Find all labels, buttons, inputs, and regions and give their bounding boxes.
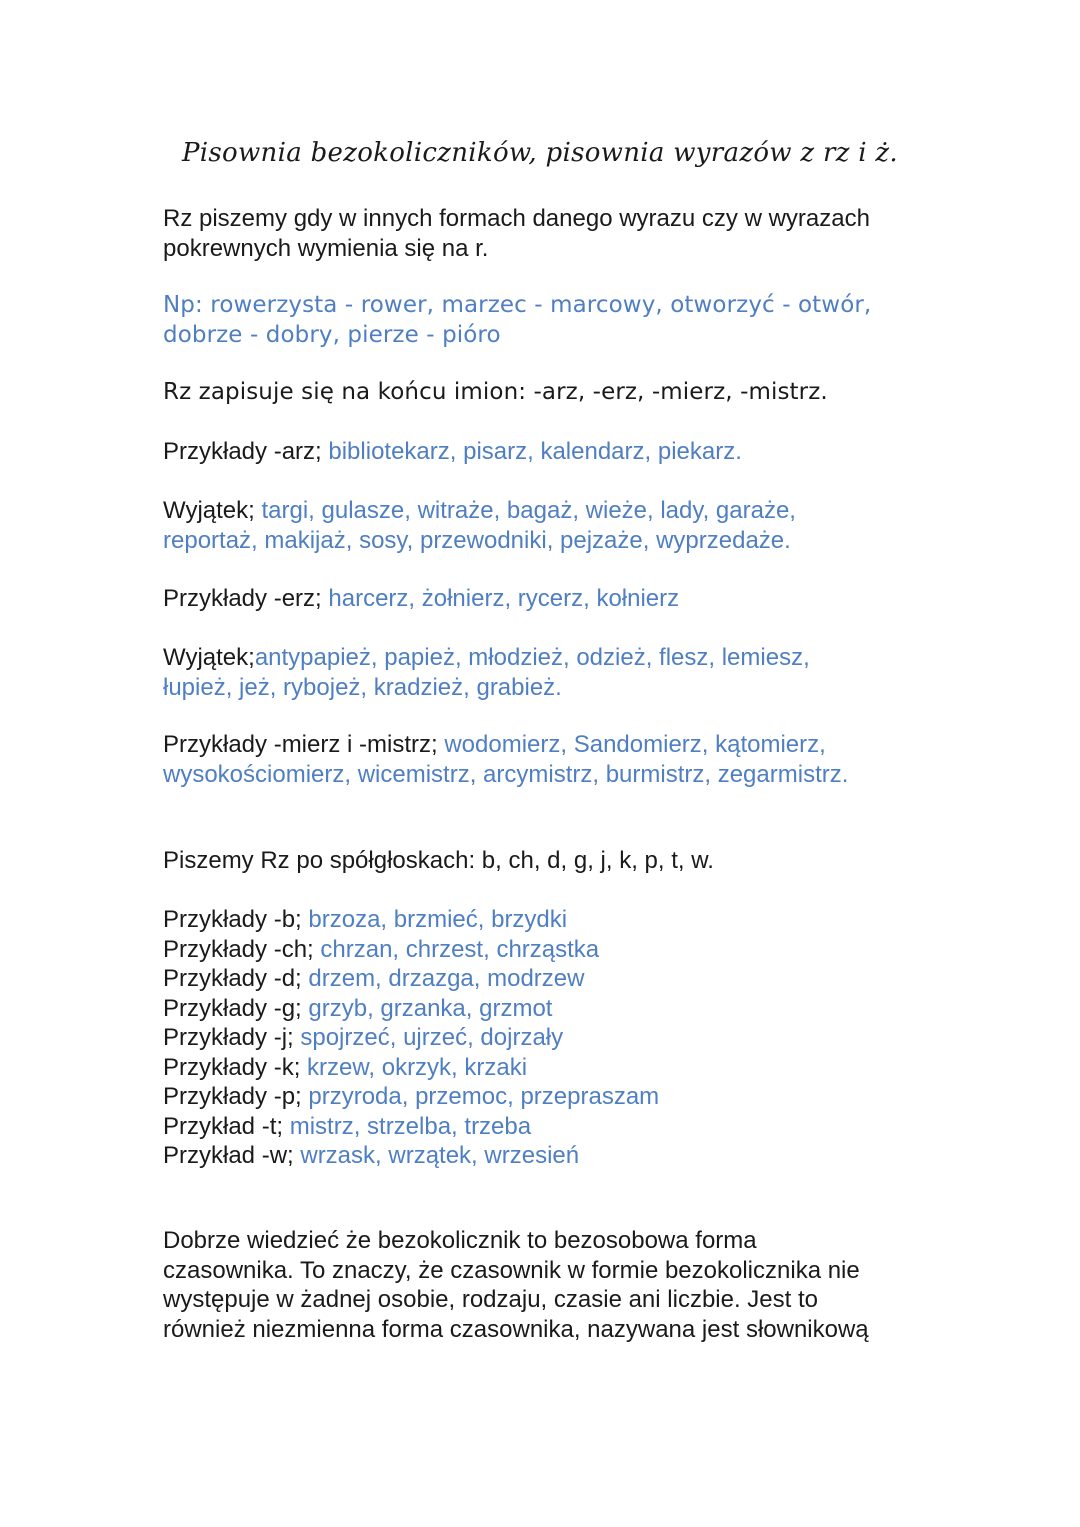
outro-line-3: występuje w żadnej osobie, rodzaju, czasie ani liczbie. Jest to bbox=[163, 1286, 819, 1313]
np-line-1: Np: rowerzysta - rower, marzec - marcowy, otworzyć - otwór, bbox=[163, 292, 872, 318]
exception2-paragraph bbox=[163, 643, 963, 702]
example-row-g bbox=[163, 994, 963, 1024]
intro-line-2: pokrewnych wymienia się na r. bbox=[163, 234, 489, 262]
mierz-line-1: wodomierz, Sandomierz, kątomierz, bbox=[444, 731, 826, 758]
exception2-line-2: łupież, jeż, rybojeż, kradzież, grabież. bbox=[163, 673, 562, 701]
example-row-t bbox=[163, 1112, 963, 1142]
exception1-line-1: targi, gulasze, witraże, bagaż, wieże, lady, garaże, bbox=[261, 497, 796, 524]
example-label: Przykłady -k; bbox=[163, 1053, 308, 1081]
intro-line-1: Rz piszemy gdy w innych formach danego wyrazu czy w wyrazach bbox=[163, 205, 870, 232]
intro-paragraph bbox=[163, 204, 963, 263]
example-words: drzem, drzazga, modrzew bbox=[308, 965, 585, 992]
page-title: Pisownia bezokoliczników, pisownia wyrazów z rz i ż. bbox=[181, 138, 898, 168]
mierz-paragraph bbox=[163, 730, 963, 789]
exception2-line-1: antypapież, papież, młodzież, odzież, flesz, lemiesz, bbox=[254, 644, 810, 671]
outro-line-2: czasownika. To znaczy, że czasownik w formie bezokolicznika nie bbox=[163, 1256, 860, 1284]
example-label: Przykłady -g; bbox=[163, 994, 309, 1022]
consonants-paragraph bbox=[163, 846, 963, 876]
example-row-k bbox=[163, 1053, 963, 1083]
example-label: Przykłady -d; bbox=[163, 965, 309, 992]
arz-paragraph bbox=[163, 437, 963, 467]
erz-label: Przykłady -erz; bbox=[163, 585, 329, 612]
example-words: chrzan, chrzest, chrząstka bbox=[320, 935, 600, 963]
erz-words: harcerz, żołnierz, rycerz, kołnierz bbox=[328, 585, 680, 612]
exception2-label: Wyjątek; bbox=[163, 644, 255, 671]
example-words: krzew, okrzyk, krzaki bbox=[307, 1053, 528, 1081]
consonant-examples-list bbox=[163, 905, 963, 1171]
arz-label: Przykłady -arz; bbox=[163, 438, 329, 465]
arz-words: bibliotekarz, pisarz, kalendarz, piekarz. bbox=[328, 438, 742, 465]
example-label: Przykład -w; bbox=[163, 1142, 301, 1169]
np-paragraph bbox=[163, 291, 963, 350]
outro-line-4: również niezmienna forma czasownika, nazywana jest słownikową bbox=[163, 1315, 869, 1343]
example-row-d bbox=[163, 964, 963, 994]
example-label: Przykłady -p; bbox=[163, 1083, 309, 1110]
example-words: przyroda, przemoc, przepraszam bbox=[308, 1083, 660, 1110]
example-words: grzyb, grzanka, grzmot bbox=[308, 994, 553, 1022]
exception1-line-2: reportaż, makijaż, sosy, przewodniki, pejzaże, wyprzedaże. bbox=[163, 526, 791, 554]
example-row-b bbox=[163, 905, 963, 935]
exception1-paragraph bbox=[163, 496, 963, 555]
endings-paragraph bbox=[163, 378, 963, 408]
example-row-j bbox=[163, 1023, 963, 1053]
mierz-label: Przykłady -mierz i -mistrz; bbox=[163, 731, 445, 758]
example-label: Przykład -t; bbox=[163, 1112, 290, 1140]
example-words: brzoza, brzmieć, brzydki bbox=[308, 906, 568, 933]
example-row-w bbox=[163, 1141, 963, 1171]
example-label: Przykłady -ch; bbox=[163, 935, 321, 963]
example-words: mistrz, strzelba, trzeba bbox=[289, 1112, 532, 1140]
outro-paragraph bbox=[163, 1226, 963, 1344]
np-line-2: dobrze - dobry, pierze - pióro bbox=[163, 321, 501, 348]
outro-line-1: Dobrze wiedzieć że bezokolicznik to bezosobowa forma bbox=[163, 1227, 757, 1254]
example-row-p bbox=[163, 1082, 963, 1112]
example-words: spojrzeć, ujrzeć, dojrzały bbox=[300, 1024, 564, 1051]
exception1-label: Wyjątek; bbox=[163, 497, 262, 524]
mierz-line-2: wysokościomierz, wicemistrz, arcymistrz, burmistrz, zegarmistrz. bbox=[163, 760, 849, 788]
example-label: Przykłady -b; bbox=[163, 906, 309, 933]
example-label: Przykłady -j; bbox=[163, 1024, 301, 1051]
example-words: wrzask, wrzątek, wrzesień bbox=[300, 1142, 580, 1169]
erz-paragraph bbox=[163, 584, 963, 614]
endings-line: Rz zapisuje się na końcu imion: -arz, -erz, -mierz, -mistrz. bbox=[163, 379, 828, 405]
example-row-ch bbox=[163, 935, 963, 965]
consonants-line: Piszemy Rz po spółgłoskach: b, ch, d, g, j, k, p, t, w. bbox=[163, 847, 714, 874]
